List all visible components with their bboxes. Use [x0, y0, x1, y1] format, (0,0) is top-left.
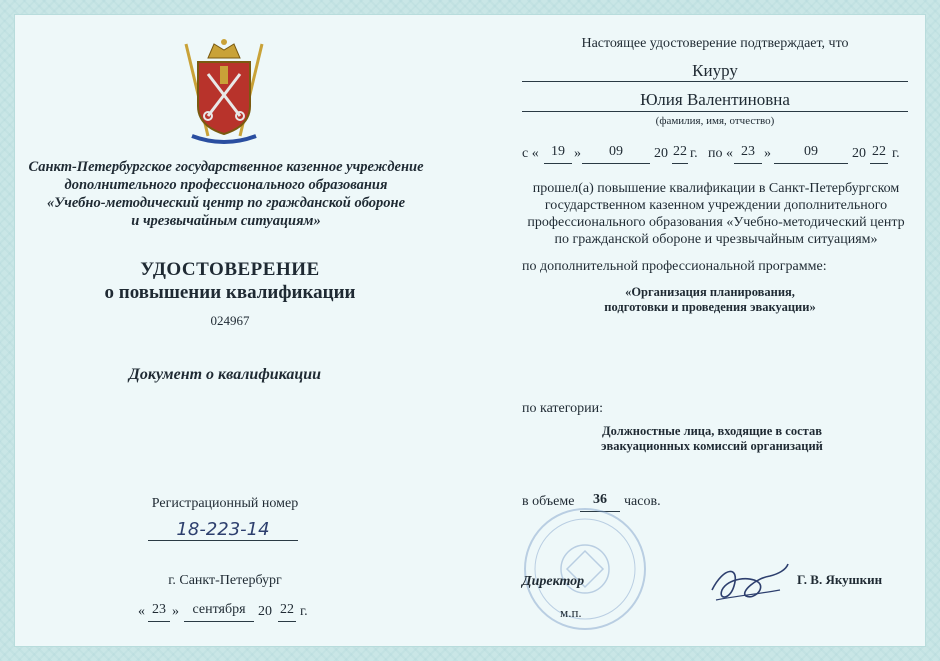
period-from-year: 22 — [673, 144, 687, 159]
volume-suffix: часов. — [624, 494, 661, 509]
registration-line — [148, 540, 298, 541]
period-from-suffix: г. — [690, 146, 698, 161]
confirm-text: Настоящее удостоверение подтверждает, что — [581, 36, 849, 51]
period-from-close-quote: » — [574, 146, 581, 161]
saint-petersburg-emblem — [178, 36, 270, 148]
institution-line: дополнительного профессионального образования — [64, 177, 388, 193]
institution-name — [20, 158, 432, 230]
director-name: Г. В. Якушкин — [797, 572, 883, 587]
training-text — [514, 180, 918, 248]
period-from-month: 09 — [609, 144, 623, 159]
institution-line: Санкт-Петербургское государственное казенное учреждение — [28, 159, 424, 175]
institution-line: и чрезвычайным ситуациям» — [131, 213, 321, 229]
program-name — [560, 285, 860, 315]
training-text-line: государственном казенном учреждении дополнительного — [544, 198, 888, 213]
certificate-title: УДОСТОВЕРЕНИЕ — [140, 259, 320, 280]
issue-date-close-quote: » — [172, 604, 179, 619]
period-to-year: 22 — [872, 144, 886, 159]
category-label: по категории: — [522, 401, 604, 416]
issue-year-prefix: 20 — [258, 604, 272, 619]
period-to-year-prefix: 20 — [852, 146, 866, 161]
issue-date-open-quote: « — [138, 604, 145, 619]
registration-label: Регистрационный номер — [151, 496, 299, 511]
category-name — [572, 424, 852, 454]
surname-line — [522, 81, 908, 82]
training-text-line: профессионального образования «Учебно-методический центр — [527, 215, 905, 230]
name-line — [522, 111, 908, 112]
period-from-day-line — [544, 163, 572, 164]
period-to-month: 09 — [804, 144, 818, 159]
period-from-month-line — [582, 163, 650, 164]
period-from-year-prefix: 20 — [654, 146, 668, 161]
period-to-day-line — [734, 163, 762, 164]
program-name-line: подготовки и проведения эвакуации» — [604, 300, 816, 314]
period-from-year-line — [672, 163, 688, 164]
issue-day: 23 — [152, 602, 166, 617]
holder-name: Юлия Валентиновна — [640, 90, 790, 109]
period-to-month-line — [774, 163, 848, 164]
issue-city: г. Санкт-Петербург — [168, 573, 282, 588]
training-period — [522, 146, 912, 168]
period-to-suffix: г. — [892, 146, 900, 161]
hours-value: 36 — [593, 492, 607, 507]
issue-year-suffix: г. — [300, 604, 308, 619]
issue-year-line — [278, 621, 296, 622]
name-caption: (фамилия, имя, отчество) — [655, 115, 775, 127]
document-type: Документ о квалификации — [128, 366, 322, 383]
training-text-line: прошел(а) повышение квалификации в Санкт-Петербургском — [532, 181, 900, 196]
registration-number: 18-223-14 — [176, 519, 270, 540]
certificate-number: 024967 — [210, 313, 250, 328]
training-text-line: по гражданской обороне и чрезвычайным ситуациям» — [554, 232, 878, 247]
period-from-day: 19 — [551, 144, 565, 159]
issue-day-line — [148, 621, 170, 622]
institution-line: «Учебно-методический центр по гражданской обороне — [46, 195, 406, 211]
category-name-line: Должностные лица, входящие в состав — [602, 424, 822, 438]
program-name-line: «Организация планирования, — [625, 285, 795, 299]
holder-surname: Киуру — [692, 61, 738, 80]
seal-place-label: м.п. — [560, 605, 582, 620]
director-signature — [706, 556, 792, 608]
issue-month-line — [184, 621, 254, 622]
period-to-day: 23 — [741, 144, 755, 159]
category-name-line: эвакуационных комиссий организаций — [601, 439, 823, 453]
period-to-close-quote: » — [764, 146, 771, 161]
period-from-label: с « — [522, 146, 539, 161]
certificate-subtitle: о повышении квалификации — [104, 282, 356, 303]
issue-year: 22 — [280, 602, 294, 617]
issue-date — [138, 604, 338, 626]
volume-prefix: в объеме — [522, 494, 575, 509]
program-label: по дополнительной профессиональной программе: — [522, 259, 827, 274]
director-label: Директор — [522, 574, 585, 589]
period-to-label: по « — [708, 146, 733, 161]
issue-month: сентября — [192, 602, 246, 617]
period-to-year-line — [870, 163, 888, 164]
